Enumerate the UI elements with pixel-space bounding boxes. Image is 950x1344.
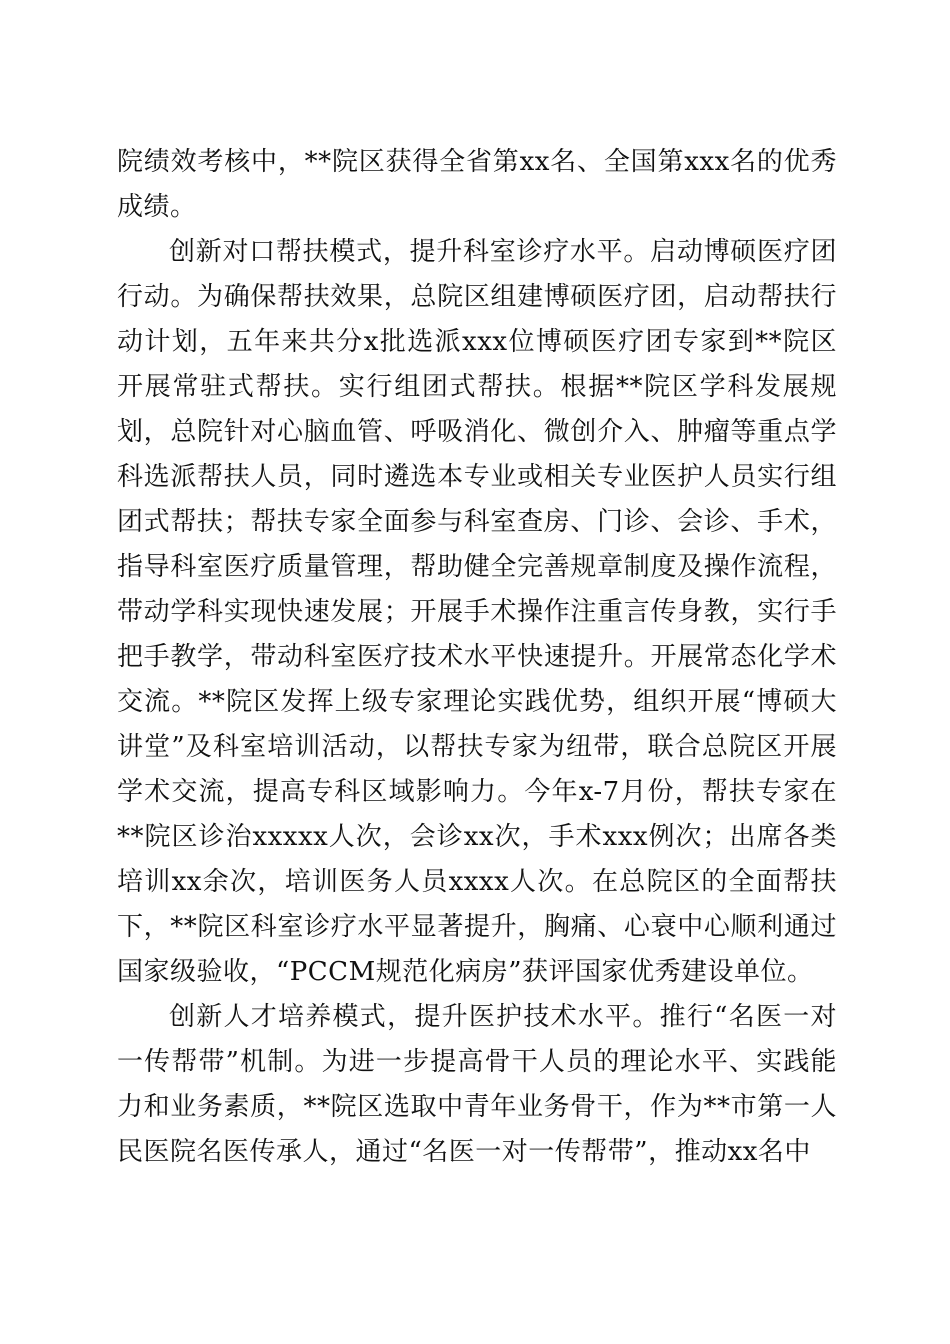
- paragraph-talent-training: 创新人才培养模式，提升医护技术水平。推行“名医一对一传帮带”机制。为进一步提高骨干人员的理论水平、实践能力和业务素质，**院区选取中青年业务骨干，作为**市第一人民医院名医传承人，通过“名医一对一传帮带”，推动xx名中: [117, 1002, 837, 1167]
- paragraph-performance-result: 院绩效考核中，**院区获得全省第xx名、全国第xxx名的优秀成绩。: [117, 147, 837, 222]
- paragraph-counterpart-assistance: 创新对口帮扶模式，提升科室诊疗水平。启动博硕医疗团行动。为确保帮扶效果，总院区组建博硕医疗团，启动帮扶行动计划，五年来共分x批选派xxx位博硕医疗团专家到**院区开展常驻式帮扶。实行组团式帮扶。根据**院区学科发展规划，总院针对心脑血管、呼吸消化、微创介入、肿瘤等重点学科选派帮扶人员，同时遴选本专业或相关专业医护人员实行组团式帮扶；帮扶专家全面参与科室查房、门诊、会诊、手术，指导科室医疗质量管理，帮助健全完善规章制度及操作流程，带动学科实现快速发展；开展手术操作注重言传身教，实行手把手教学，带动科室医疗技术水平快速提升。开展常态化学术交流。**院区发挥上级专家理论实践优势，组织开展“博硕大讲堂”及科室培训活动，以帮扶专家为纽带，联合总院区开展学术交流，提高专科区域影响力。今年x-7月份，帮扶专家在**院区诊治xxxxx人次，会诊xx次，手术xxx例次；出席各类培训xx余次，培训医务人员xxxx人次。在总院区的全面帮扶下，**院区科室诊疗水平显著提升，胸痛、心衰中心顺利通过国家级验收，“PCCM规范化病房”获评国家优秀建设单位。: [117, 237, 837, 987]
- document-body: [117, 140, 837, 1175]
